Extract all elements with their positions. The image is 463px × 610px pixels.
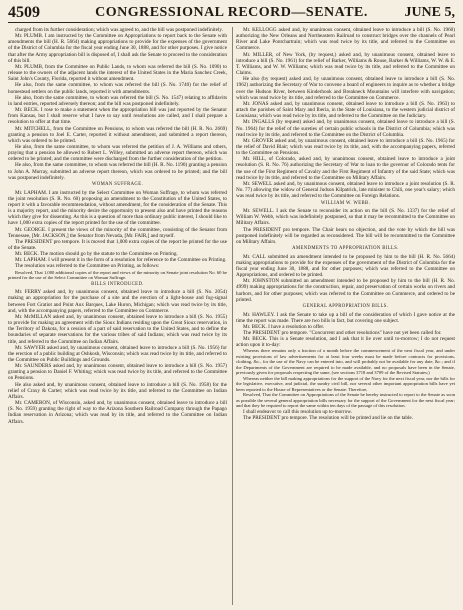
paragraph: Mr. CALL submitted an amendment intended to be proposed by him to the bill (H. R. No. 5664) making appropriations to provide for the expenses of the government of the District of Columbia for the fiscal year ending June 30, 1888, and for other purposes; which was referred to the Committee on Appropriations, and ordered to be printed. <box>236 253 455 279</box>
paragraph: charged from its further consideration; which was agreed to, and the bill was postponed indefinitely. <box>15 27 223 33</box>
paragraph: Mr. SEWELL asked and, by unanimous consent, obtained leave to introduce a joint resolution (S. R. No. 77) allowing the widow of General Judson Kilpatrick, late minister to Chili, one year's salary; which was read twice by its title, and referred to the Committee on Foreign Relations. <box>236 180 455 200</box>
whereas-preamble <box>236 348 455 409</box>
paragraph: He also, from the same committee, to whom was referred the bill (S. No. 1547) relating to affidavits in land entries, reported adversely thereon; and the bill was postponed indefinitely. <box>8 94 227 107</box>
paragraph: Mr. GEORGE. I present the views of the minority of the committee, consisting of the Senator from Tennessee, [Mr. JACKSON,] the Senator from Nevada, [Mr. FAIR,] and myself. <box>8 226 227 239</box>
paragraph: The PRESIDENT pro tempore. "Concurrent and other resolutions" have not yet been called for. <box>243 330 442 336</box>
section-heading-bills-introduced: BILLS INTRODUCED. <box>91 282 144 288</box>
paragraph: The resolution was referred to the Committee on Printing, as follows: <box>15 263 160 270</box>
page-header <box>8 4 455 23</box>
left-paragraphs-2 <box>8 190 227 270</box>
paragraph: Mr. HAWLEY. I ask the Senate to take up a bill of the consideration of which I gave notice at the time the report was made. There are two bills in fact, but covering one subject. <box>236 311 455 324</box>
right-paragraphs-1 <box>236 27 455 199</box>
section-heading-webb: WILLIAM W. WEBB. <box>320 200 371 206</box>
left-column <box>8 27 227 605</box>
section-heading-amendments: AMENDMENTS TO APPROPRIATION BILLS. <box>292 246 399 252</box>
right-paragraphs-4 <box>236 312 455 349</box>
paragraph: Mr. INGALLS (by request) asked and, by unanimous consent, obtained leave to introduce a bill (S. No. 1964) for the relief of the sureties of certain public schools in the District of Columbia; which was read twice by its title, and referred to the Committee on the District of Columbia. <box>236 119 455 138</box>
paragraph: The PRESIDENT pro tempore. It is moved that 1,000 extra copies of the report be printed for the use of the Senate. <box>8 238 227 251</box>
page-number: 4509 <box>8 4 40 21</box>
paragraph: Mr. LAPHAM. I will present it in the form of a resolution for reference to the Committee on Printing. <box>15 257 227 264</box>
paragraph: Mr. SEWELL. I ask the Senate to reconsider its action on the bill (S. No. 1337) for the relief of William W. Webb, which was indefinitely postponed, so that it may be recommitted to the Committee on Military Affairs. <box>236 208 455 227</box>
paragraph: Mr. LAPHAM. I am instructed by the Select Committee on Woman Suffrage, to whom was referred the joint resolution (S. R. No. 60) proposing an amendment to the Constitution of the United States, to report it with a favorable recommendation, without amendment, for the consideration of the Senate. This is a majority report, and the minority desire the opportunity to present also and have printed the reasons which they give for dissenting. As this is a question of more than ordinary public interest, I should like to have 1,000 extra copies of the report printed for the use of the committee. <box>8 189 227 227</box>
paragraph: I shall endeavor to call this resolution up to-morrow. <box>243 408 353 415</box>
page-title: CONGRESSIONAL RECORD—SENATE. <box>95 5 368 20</box>
paragraph: He also, from the same committee, to whom was referred the bill (S. No. 1740) for the relief of homestead settlers on the public lands, reported it with amendments. <box>8 82 227 95</box>
column-divider <box>232 27 233 605</box>
right-column <box>236 27 455 605</box>
left-paragraphs-1 <box>8 27 227 181</box>
paragraph: Mr. FERRY asked and, by unanimous consent, obtained leave to introduce a bill (S. No. 2054) making an appropriation for the purchase of a site and the erection of a light-house and fog-signal between Fort Gratiot and Point Aux Barques, Lake Huron, Michigan; which was read twice by its title, and, with the accompanying papers, referred to the Committee on Commerce. <box>8 289 227 314</box>
paragraph: Mr. BECK. The motion should go by the statute to the Committee on Printing. <box>15 251 178 258</box>
paragraph: The PRESIDENT pro tempore. The Chair hears no objection, and the vote by which the bill was postponed indefinitely will be regarded as reconsidered. The bill will be recommitted to the Committee on Military Affairs. <box>236 226 455 245</box>
paragraph: He also, from the same committee, to whom was referred the petition of J. A. Williams and others, praying that a pension be allowed to Robert L. Willey, submitted an adverse report thereon, which was ordered to be printed; and the committee were discharged from the further consideration of the petition. <box>8 143 227 163</box>
paragraph: Mr. BECK. I have a resolution to offer. <box>243 323 325 330</box>
preamble-paragraph: Whereas there remains only a fraction of a month before the commencement of the next fiscal year, and under existing provisions of law advertisements for at least four weeks must be made before contracts for provisions, clothing, &c., for the use of the Navy can be entered into, and will probably not be available for any date, &c.; and if the Departments of the Government are required to be made available, and no proposals have been in the Senate, previously given for proposals respecting the same, (see sections 3718 and 3709 of the Revised Statutes;) <box>236 348 455 376</box>
paragraph: Mr. MILLER, of New York, (by request,) asked and, by unanimous consent, obtained leave to introduce a bill (S. No. 1961) for the relief of Barker, Williams & Rouse, Barker & Williams, W. W. & E. T. Williams, and W. W. Williams; which was read twice by its title, and referred to the Committee on Claims. <box>236 51 455 77</box>
preamble-paragraph: Resolved, That the Committee on Appropriations of the Senate be hereby instructed to report to the Senate as soon as possible the several general appropriation bills necessary for the support of the Government for the next fiscal year; and that they be required to report the same within ten days of the passage of this resolution. <box>236 392 455 409</box>
paragraph: The PRESIDENT pro tempore. The resolution will be printed and lie on the table. <box>243 415 413 422</box>
paragraph: Mr. BECK. I rose to make a statement when the appropriation bill was just reported by the Senator from Kansas, but I shall reserve what I have to say until resolutions are called, and I shall prepare a resolution to offer at that time. <box>8 107 227 126</box>
page-date: JUNE 5, <box>404 5 455 20</box>
paragraph: Mr. KELLOGG asked and, by unanimous consent, obtained leave to introduce a bill (S. No. 1960) authorizing the New Orleans and Northeastern Railroad to construct bridges over the channels of Pearl River and Lake Pontchartrain; which was read twice by its title, and referred to the Committee on Commerce. <box>236 27 455 52</box>
preamble-paragraph: Whereas neither the bill making appropriations for the support of the Navy for the next fiscal year, nor the bills for the legislative, executive, and judicial, the sundry civil bill, nor several other important appropriation bills have yet been reported to the House of Representatives or the Senate: Therefore, <box>236 375 455 392</box>
paragraph: Mr. CAMERON, of Wisconsin, asked and, by unanimous consent, obtained leave to introduce a bill (S. No. 1959) granting the right of way to the Arizona Southern Railroad Company through the Papago Indian reservation in Arizona; which was read by its title, and referred to the Committee on Indian Affairs. <box>8 400 227 425</box>
paragraph: Mr. HILL, of Colorado, asked and, by unanimous consent, obtained leave to introduce a joint resolution (S. R. No. 76) authorizing the Secretary of War to loan to the governor of Colorado tents for the use of the First Regiment of Cavalry and the First Regiment of Infantry of the said State; which was read twice by its title, and referred to the Committee on Military Affairs. <box>236 156 455 181</box>
paragraph: He also asked and, by unanimous consent, obtained leave to introduce a bill (S. No. 1958) for the relief of Craxy & Carter; which was read twice by its title, and referred to the Committee on Indian Affairs. <box>8 381 227 400</box>
paragraph: He also, from the same committee, to whom was referred the bill (H. R. No. 1190) granting a pension to John A. Murray, submitted an adverse report thereon, which was ordered to be printed; and the bill was postponed indefinitely. <box>8 162 227 181</box>
left-paragraphs-3 <box>8 289 227 424</box>
paragraph: Mr. McMILLAN asked and, by unanimous consent, obtained leave to introduce a bill (S. No. 1955) to provide for making an agreement with the Sioux Indians residing upon the Great Sioux reservation, in the Territory of Dakota, for a cession of a part of said reservation to the United States, and to define the boundaries of separate reservations for the various tribes of said Indians; which was read twice by its title, and referred to the Committee on Indian Affairs. <box>8 313 227 345</box>
paragraph: Mr. SAWYER asked and, by unanimous consent, obtained leave to introduce a bill (S. No. 1956) for the erection of a public building at Oshkosh, Wisconsin; which was read twice by its title, and referred to the Committee on Public Buildings and Grounds. <box>8 344 227 363</box>
paragraph: Mr. JONAS asked and, by unanimous consent, obtained leave to introduce a bill (S. No. 1963) to attach the parishes of Saint Mary and Iberia, in the State of Louisiana, to the western judicial district of Louisiana; which was read twice by its title, and referred to the Committee on the Judiciary. <box>236 100 455 120</box>
section-heading-general-appropriation: GENERAL APPROPRIATION BILLS. <box>302 304 389 310</box>
paragraph: Mr. SAUNDERS asked and, by unanimous consent, obtained leave to introduce a bill (S. No. 1957) granting a pension to Daniel F. Whiting; which was read twice by its title, and referred to the Committee on Pensions. <box>8 363 227 382</box>
section-heading-woman-suffrage: WOMAN SUFFRAGE. <box>91 182 144 188</box>
right-paragraphs-3 <box>236 254 455 303</box>
right-paragraphs-2 <box>236 208 455 245</box>
paragraph: Mr. PLUMB, from the Committee on Public Lands, to whom was referred the bill (S. No. 1090) to release to the owners of the adjacent lands the interest of the United States in the Maria Sanchez Creek, Saint John's County, Florida, reported it without amendment. <box>8 63 227 83</box>
paragraph: He also (by request) asked and, by unanimous consent, obtained leave to introduce a bill (S. No. 1962) authorizing the Secretary of War to convene a board of engineers to inquire as to whether a bridge over the Hudson River, between Kinderhook and Breakneck Mountains will interfere with navigation; which was read twice by its title, and referred to the Committee on Commerce. <box>236 76 455 101</box>
paragraph: Mr. BECK. This is a Senate resolution, and I ask that it lie over until to-morrow; I do not request action upon it to-day: <box>236 336 455 349</box>
right-paragraphs-5 <box>236 409 455 421</box>
paragraph: Mr. MITCHELL, from the Committee on Pensions, to whom was referred the bill (H. R. No. 2669) granting a pension to Joel E. Carter, reported it without amendment, and submitted a report thereon, which was ordered to be printed. <box>8 125 227 144</box>
resolution-text: Resolved, That 1,000 additional copies of the report and views of the minority on Senate joint resolution No. 60 be printed for the use of the Select Committee on Woman Suffrage. <box>8 269 227 281</box>
paragraph: Mr. JOHNSTON submitted an amendment intended to be proposed by him to the bill (H. R. No. 4999) making appropriations for the construction, repair, and preservation of certain works on rivers and harbors, and for other purposes; which was referred to the Committee on Commerce, and ordered to be printed. <box>236 278 455 303</box>
paragraph: Mr. PLUMB. I am instructed by the Committee on Appropriations to report back to the Senate with amendments the bill (H. R. 5664) making appropriations to provide for the expenses of the government of the District of Columbia for the fiscal year ending June 30, 1888, and for other purposes. I give notice that after the Army appropriation bill is disposed of, I shall ask the Senate to proceed to the consideration of this bill. <box>8 33 227 64</box>
paragraph: Mr. GROVER asked and, by unanimous consent, obtained leave to introduce a bill (S. No. 1965) for the relief of David Blair; which was read twice by its title, and, with the accompanying papers, referred to the Committee on Pensions. <box>236 137 455 157</box>
